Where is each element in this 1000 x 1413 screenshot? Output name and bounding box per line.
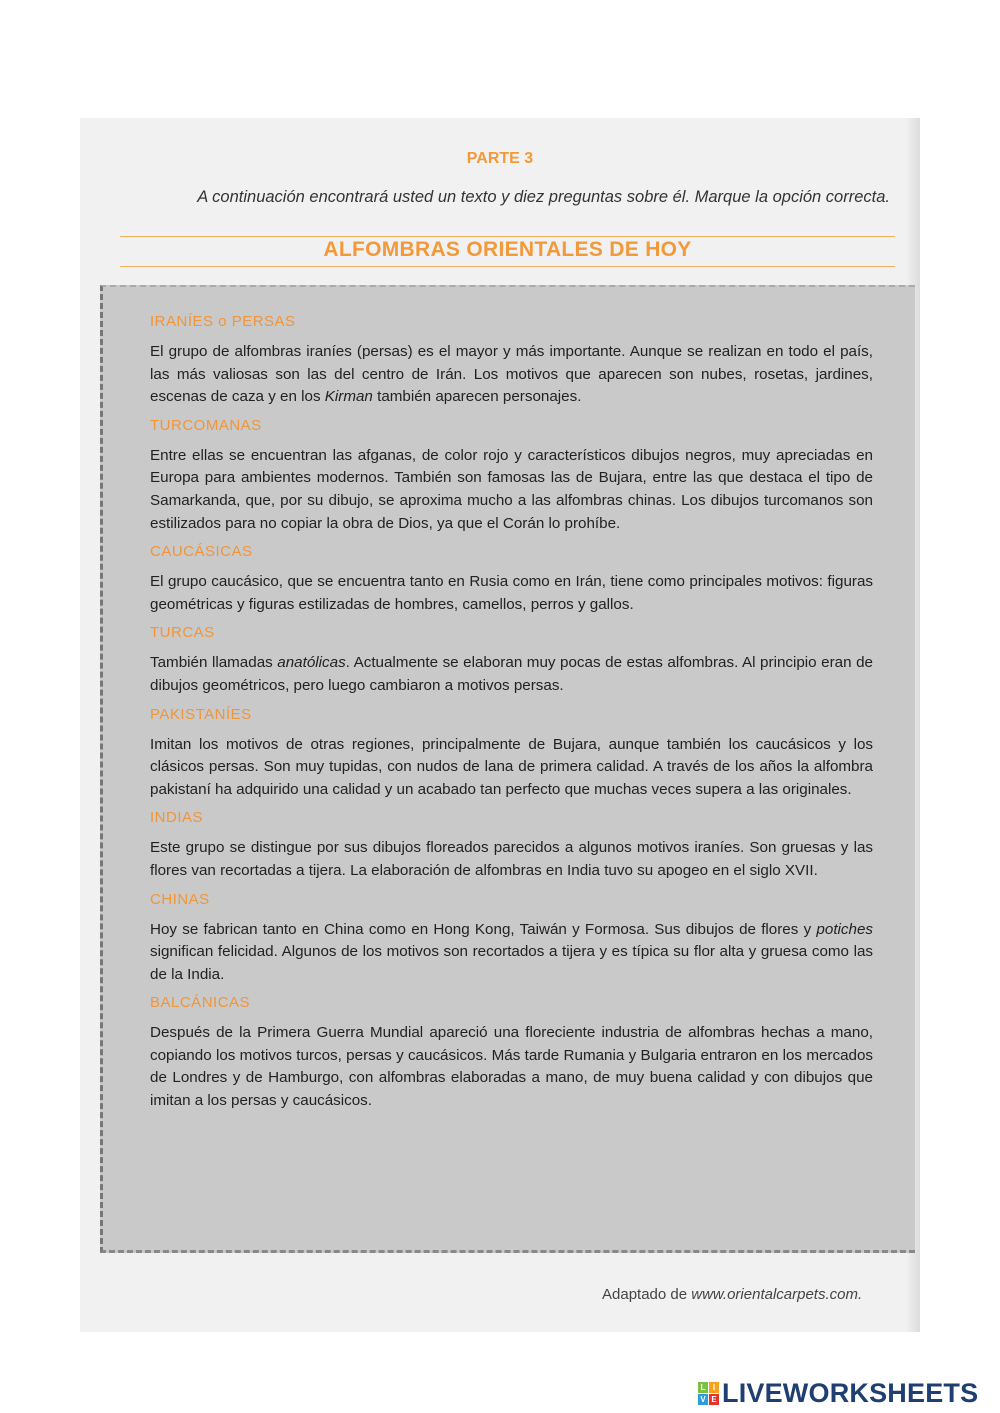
section-heading: INDIAS — [150, 809, 204, 827]
text: significan felicidad. Algunos de los motivos son recortados a tijera y es típica su flor alta y gruesa como las de la India. — [150, 943, 873, 983]
text: El grupo de alfombras iraníes (persas) es el mayor y más importante. Aunque se realizan en todo el país, las más valiosas son las del centro de Irán. Los motivos que aparecen son nubes, rosetas, jardines, escenas de caza y en los — [150, 343, 873, 406]
logo-letter: I — [709, 1382, 719, 1393]
liveworksheets-logo — [698, 1378, 978, 1409]
section-turcas — [150, 624, 873, 697]
section-heading: TURCAS — [150, 624, 215, 642]
section-heading: CHINAS — [150, 890, 210, 908]
section-heading: CAUCÁSICAS — [150, 543, 253, 561]
text: también aparecen personajes. — [372, 388, 582, 406]
section-iranies — [150, 313, 873, 409]
section-paragraph — [150, 652, 873, 697]
italic-term: potiches — [816, 920, 873, 938]
section-heading: IRANÍES o PERSAS — [150, 313, 296, 330]
logo-letter: V — [698, 1394, 708, 1405]
italic-term: Kirman — [324, 388, 373, 406]
logo-icon — [698, 1382, 719, 1405]
section-pakistanies — [150, 706, 873, 802]
section-heading: TURCOMANAS — [150, 416, 262, 434]
section-paragraph: Después de la Primera Guerra Mundial apareció una floreciente industria de alfombras hechas a mano, copiando los motivos turcos, persas y caucásicos. Más tarde Rumania y Bulgaria entraron en los mercados de Londres y de Hamburgo, con alfombras elaboradas a mano, de muy buena calidad y con dibujos que imitan a los persas y caucásicos. — [150, 1024, 873, 1110]
section-paragraph: El grupo caucásico, que se encuentra tanto en Rusia como en Irán, tiene como principales motivos: figuras geométricas y figuras estilizadas de hombres, camellos, perros y gallos. — [150, 573, 873, 613]
section-heading: BALCÁNICAS — [150, 994, 251, 1012]
section-paragraph: Este grupo se distingue por sus dibujos floreados parecidos a algunos motivos iraníes. Son gruesas y las flores van recortadas a tijera. La elaboración de alfombras en India tuvo su apogeo en el siglo XVII. — [150, 839, 873, 879]
logo-letter: E — [709, 1394, 719, 1405]
section-paragraph — [150, 341, 873, 409]
source-credit — [602, 1286, 862, 1303]
credit-source: www.orientalcarpets.com. — [691, 1286, 863, 1303]
title-rule-top — [120, 236, 895, 237]
page-title: ALFOMBRAS ORIENTALES DE HOY — [323, 238, 692, 261]
section-heading: PAKISTANÍES — [150, 705, 252, 723]
text: También llamadas — [150, 654, 278, 672]
text: Hoy se fabrican tanto en China como en Hong Kong, Taiwán y Formosa. Sus dibujos de flores y — [150, 920, 817, 938]
section-turcomanas — [150, 417, 873, 535]
section-balcanicas — [150, 994, 873, 1112]
logo-letter: L — [698, 1382, 708, 1393]
logo-text: LIVEWORKSHEETS — [722, 1378, 979, 1408]
section-caucasicas — [150, 543, 873, 616]
instructions: A continuación encontrará usted un texto y diez preguntas sobre él. Marque la opción correcta. — [197, 188, 890, 206]
italic-term: anatólicas — [277, 654, 346, 672]
section-paragraph: Imitan los motivos de otras regiones, principalmente de Bujara, aunque también los caucásicos y los clásicos persas. Son muy tupidas, con nudos de lana de primera calidad. A través de los años la alfombra pakistaní ha adquirido una calidad y un acabado tan perfecto que muchas veces supera a las originales. — [150, 735, 873, 798]
text: . Actualmente se elaboran muy pocas de estas alfombras. Al principio eran de dibujos geométricos, pero luego cambiaron a motivos persas. — [150, 654, 874, 694]
section-paragraph — [150, 919, 873, 987]
part-label: PARTE 3 — [466, 150, 534, 167]
section-paragraph: Entre ellas se encuentran las afganas, de color rojo y característicos dibujos negros, muy apreciadas en Europa para ambientes modernos. También son famosas las de Bujara, entre las que destaca el tipo de Samarkanda, que, por su dibujo, se aproxima mucho a las alfombras chinas. Los dibujos turcomanos son estilizados para no copiar la obra de Dios, ya que el Corán lo prohíbe. — [150, 446, 873, 532]
section-chinas — [150, 891, 873, 987]
text-box — [100, 285, 915, 1253]
section-indias — [150, 809, 873, 882]
credit-prefix: Adaptado de — [602, 1286, 692, 1303]
title-rule-bottom — [120, 266, 895, 267]
